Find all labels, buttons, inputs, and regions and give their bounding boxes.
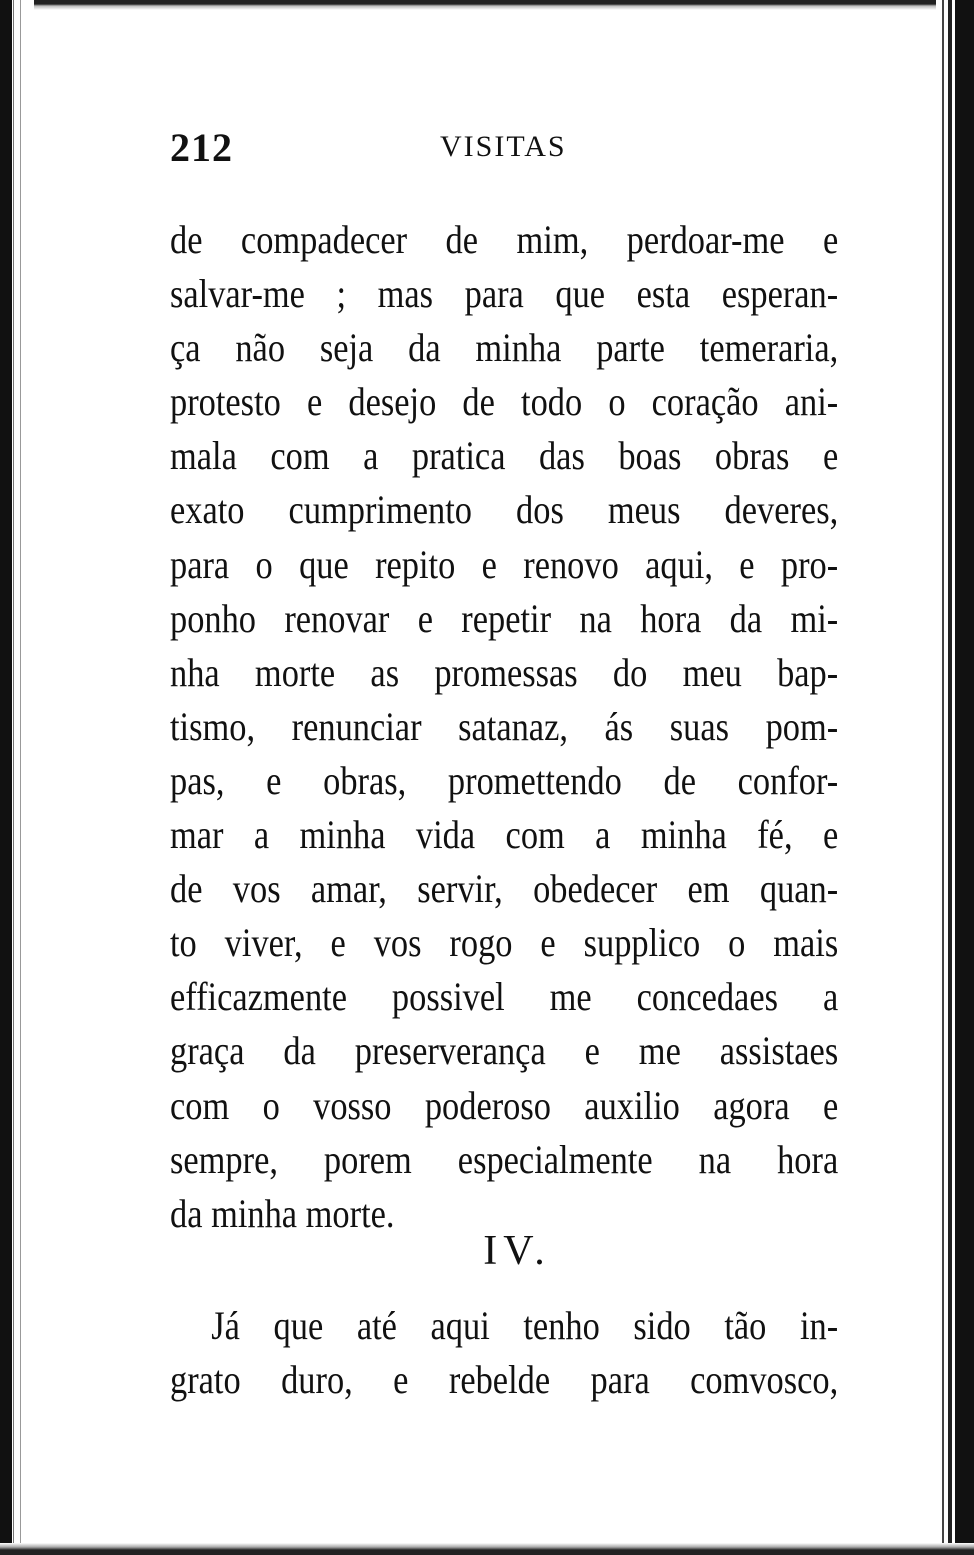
text-line: protesto e desejo de todo o coração ani- — [170, 379, 839, 425]
text-line: Já que até aqui tenho sido tão in- — [211, 1303, 839, 1348]
text-line: de compadecer de mim, perdoar-me e — [170, 217, 839, 262]
text-line: graça da preserverança e me assistaes — [170, 1028, 839, 1074]
section-heading — [0, 1221, 974, 1281]
text-line: tismo, renunciar satanaz, ás suas pom- — [170, 703, 839, 749]
text-line: exato cumprimento dos meus deveres, — [170, 487, 839, 533]
text-line: pas, e obras, promettendo de confor- — [170, 757, 839, 803]
running-title: VISITAS — [440, 130, 567, 163]
text-line: sempre, porem especialmente na hora — [170, 1136, 839, 1182]
text-line: da minha morte. — [170, 1190, 395, 1236]
text-line: ponho renovar e repetir na hora da mi- — [170, 595, 839, 641]
text-line: com o vosso poderoso auxilio agora e — [170, 1082, 839, 1128]
text-line: de vos amar, servir, obedecer em quan- — [170, 866, 839, 912]
scan-bottom-edge — [0, 1543, 974, 1555]
text-line: mala com a pratica das boas obras e — [170, 433, 839, 479]
text-line: ça não seja da minha parte temeraria, — [170, 325, 839, 371]
text-line: grato duro, e rebelde para comvosco, — [170, 1357, 839, 1403]
paragraph-1 — [170, 213, 838, 1241]
scan-top-edge — [0, 0, 974, 10]
text-line: efficazmente possivel me concedaes a — [170, 974, 839, 1020]
text-line: to viver, e vos rogo e supplico o mais — [170, 920, 839, 966]
text-line: para o que repito e renovo aqui, e pro- — [170, 541, 839, 587]
section-numeral: IV. — [483, 1228, 551, 1274]
paragraph-2 — [170, 1299, 838, 1407]
text-line: mar a minha vida com a minha fé, e — [170, 812, 839, 858]
scan-left-shadow — [0, 0, 12, 1555]
page-number: 212 — [170, 125, 233, 170]
scan-right-edge — [936, 0, 974, 1555]
text-line: salvar-me ; mas para que esta esperan- — [170, 271, 839, 317]
text-line: nha morte as promessas do meu bap- — [170, 649, 839, 695]
